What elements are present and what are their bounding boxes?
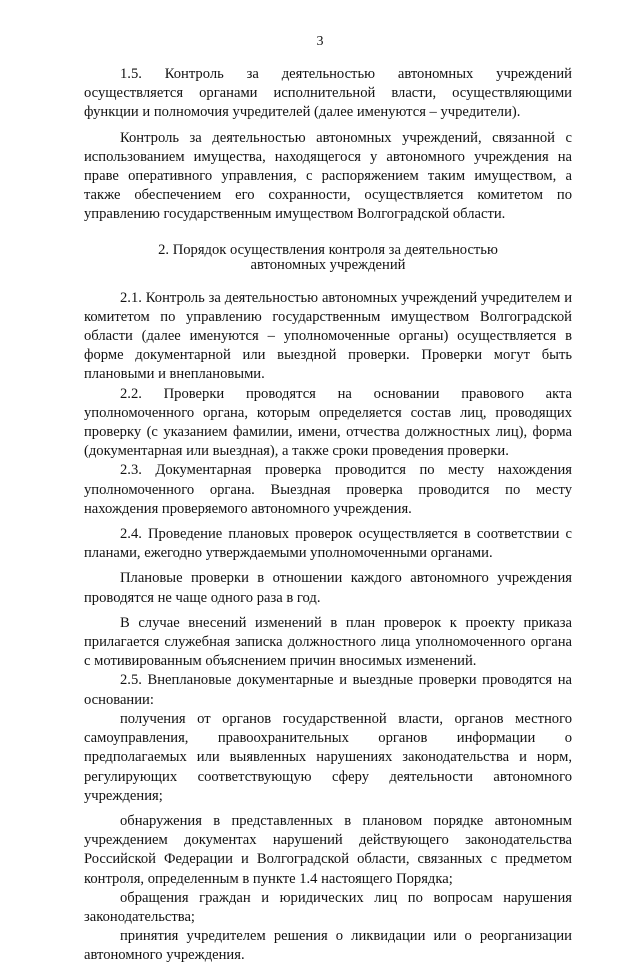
list-item-information-received: получения от органов государственной власти, органов местного самоуправления, правоохранительных органов информации о предполагаемых или выявленных нарушениях законодательства и норм, регулирующих соответствующую сферу деятельности автономного учреждения; <box>84 710 572 804</box>
paragraph-2-4: 2.4. Проведение плановых проверок осуществляется в соответствии с планами, ежегодно утверждаемыми уполномоченными органами. <box>84 526 572 562</box>
paragraph-planned-frequency: Плановые проверки в отношении каждого автономного учреждения проводятся не чаще одного раза в год. <box>84 570 572 606</box>
section-heading-line-2: автономных учреждений <box>250 256 406 273</box>
section-heading-line-1: 2. Порядок осуществления контроля за деятельностью <box>158 241 498 258</box>
paragraph-2-3: 2.3. Документарная проверка проводится по месту нахождения уполномоченного органа. Выездная проверка проводится по месту нахождения проверяемого автономного учреждения. <box>84 462 572 517</box>
paragraph-2-1: 2.1. Контроль за деятельностью автономных учреждений учредителем и комитетом по управлению государственным имуществом Волгоградской области (далее именуются – уполномоченные органы) осуществляется в форме документарной или выездной проверки. Проверки могут быть плановыми и внеплановыми. <box>84 289 572 383</box>
paragraph-1-5: 1.5. Контроль за деятельностью автономных учреждений осуществляется органами исполнительной власти, осуществляющими функции и полномочия учредителей (далее именуются – учредители). <box>84 66 572 121</box>
list-item-violations-found: обнаружения в представленных в плановом порядке автономным учреждением документах нарушений действующего законодательства Российской Федерации и Волгоградской области, связанных с предметом контроля, определенным в пункте 1.4 настоящего Порядка; <box>84 812 572 887</box>
paragraph-2-2: 2.2. Проверки проводятся на основании правового акта уполномоченного органа, которым определяется состав лиц, проводящих проверку (с указанием фамилии, имени, отчества должностных лиц), форма (документарная или выездная), а также сроки проведения проверки. <box>84 385 572 460</box>
list-item-liquidation-decision: принятия учредителем решения о ликвидации или о реорганизации автономного учреждения. <box>84 928 572 964</box>
paragraph-2-5: 2.5. Внеплановые документарные и выездные проверки проводятся на основании: <box>84 672 572 708</box>
paragraph-plan-changes: В случае внесений изменений в план проверок к проекту приказа прилагается служебная записка должностного лица уполномоченного органа с мотивированным объяснением причин вносимых изменений. <box>84 614 572 670</box>
page-number: 3 <box>316 34 324 49</box>
list-item-citizen-appeals: обращения граждан и юридических лиц по вопросам нарушения законодательства; <box>84 889 572 925</box>
section-heading <box>84 243 572 273</box>
paragraph-control-property: Контроль за деятельностью автономных учреждений, связанной с использованием имущества, находящегося у автономного учреждения на праве оперативного управления, с распоряжением таким имуществом, а также обеспечением его сохранности, осуществляется комитетом по управлению государственным имуществом Волгоградской области. <box>84 129 572 223</box>
document-body <box>84 65 572 966</box>
